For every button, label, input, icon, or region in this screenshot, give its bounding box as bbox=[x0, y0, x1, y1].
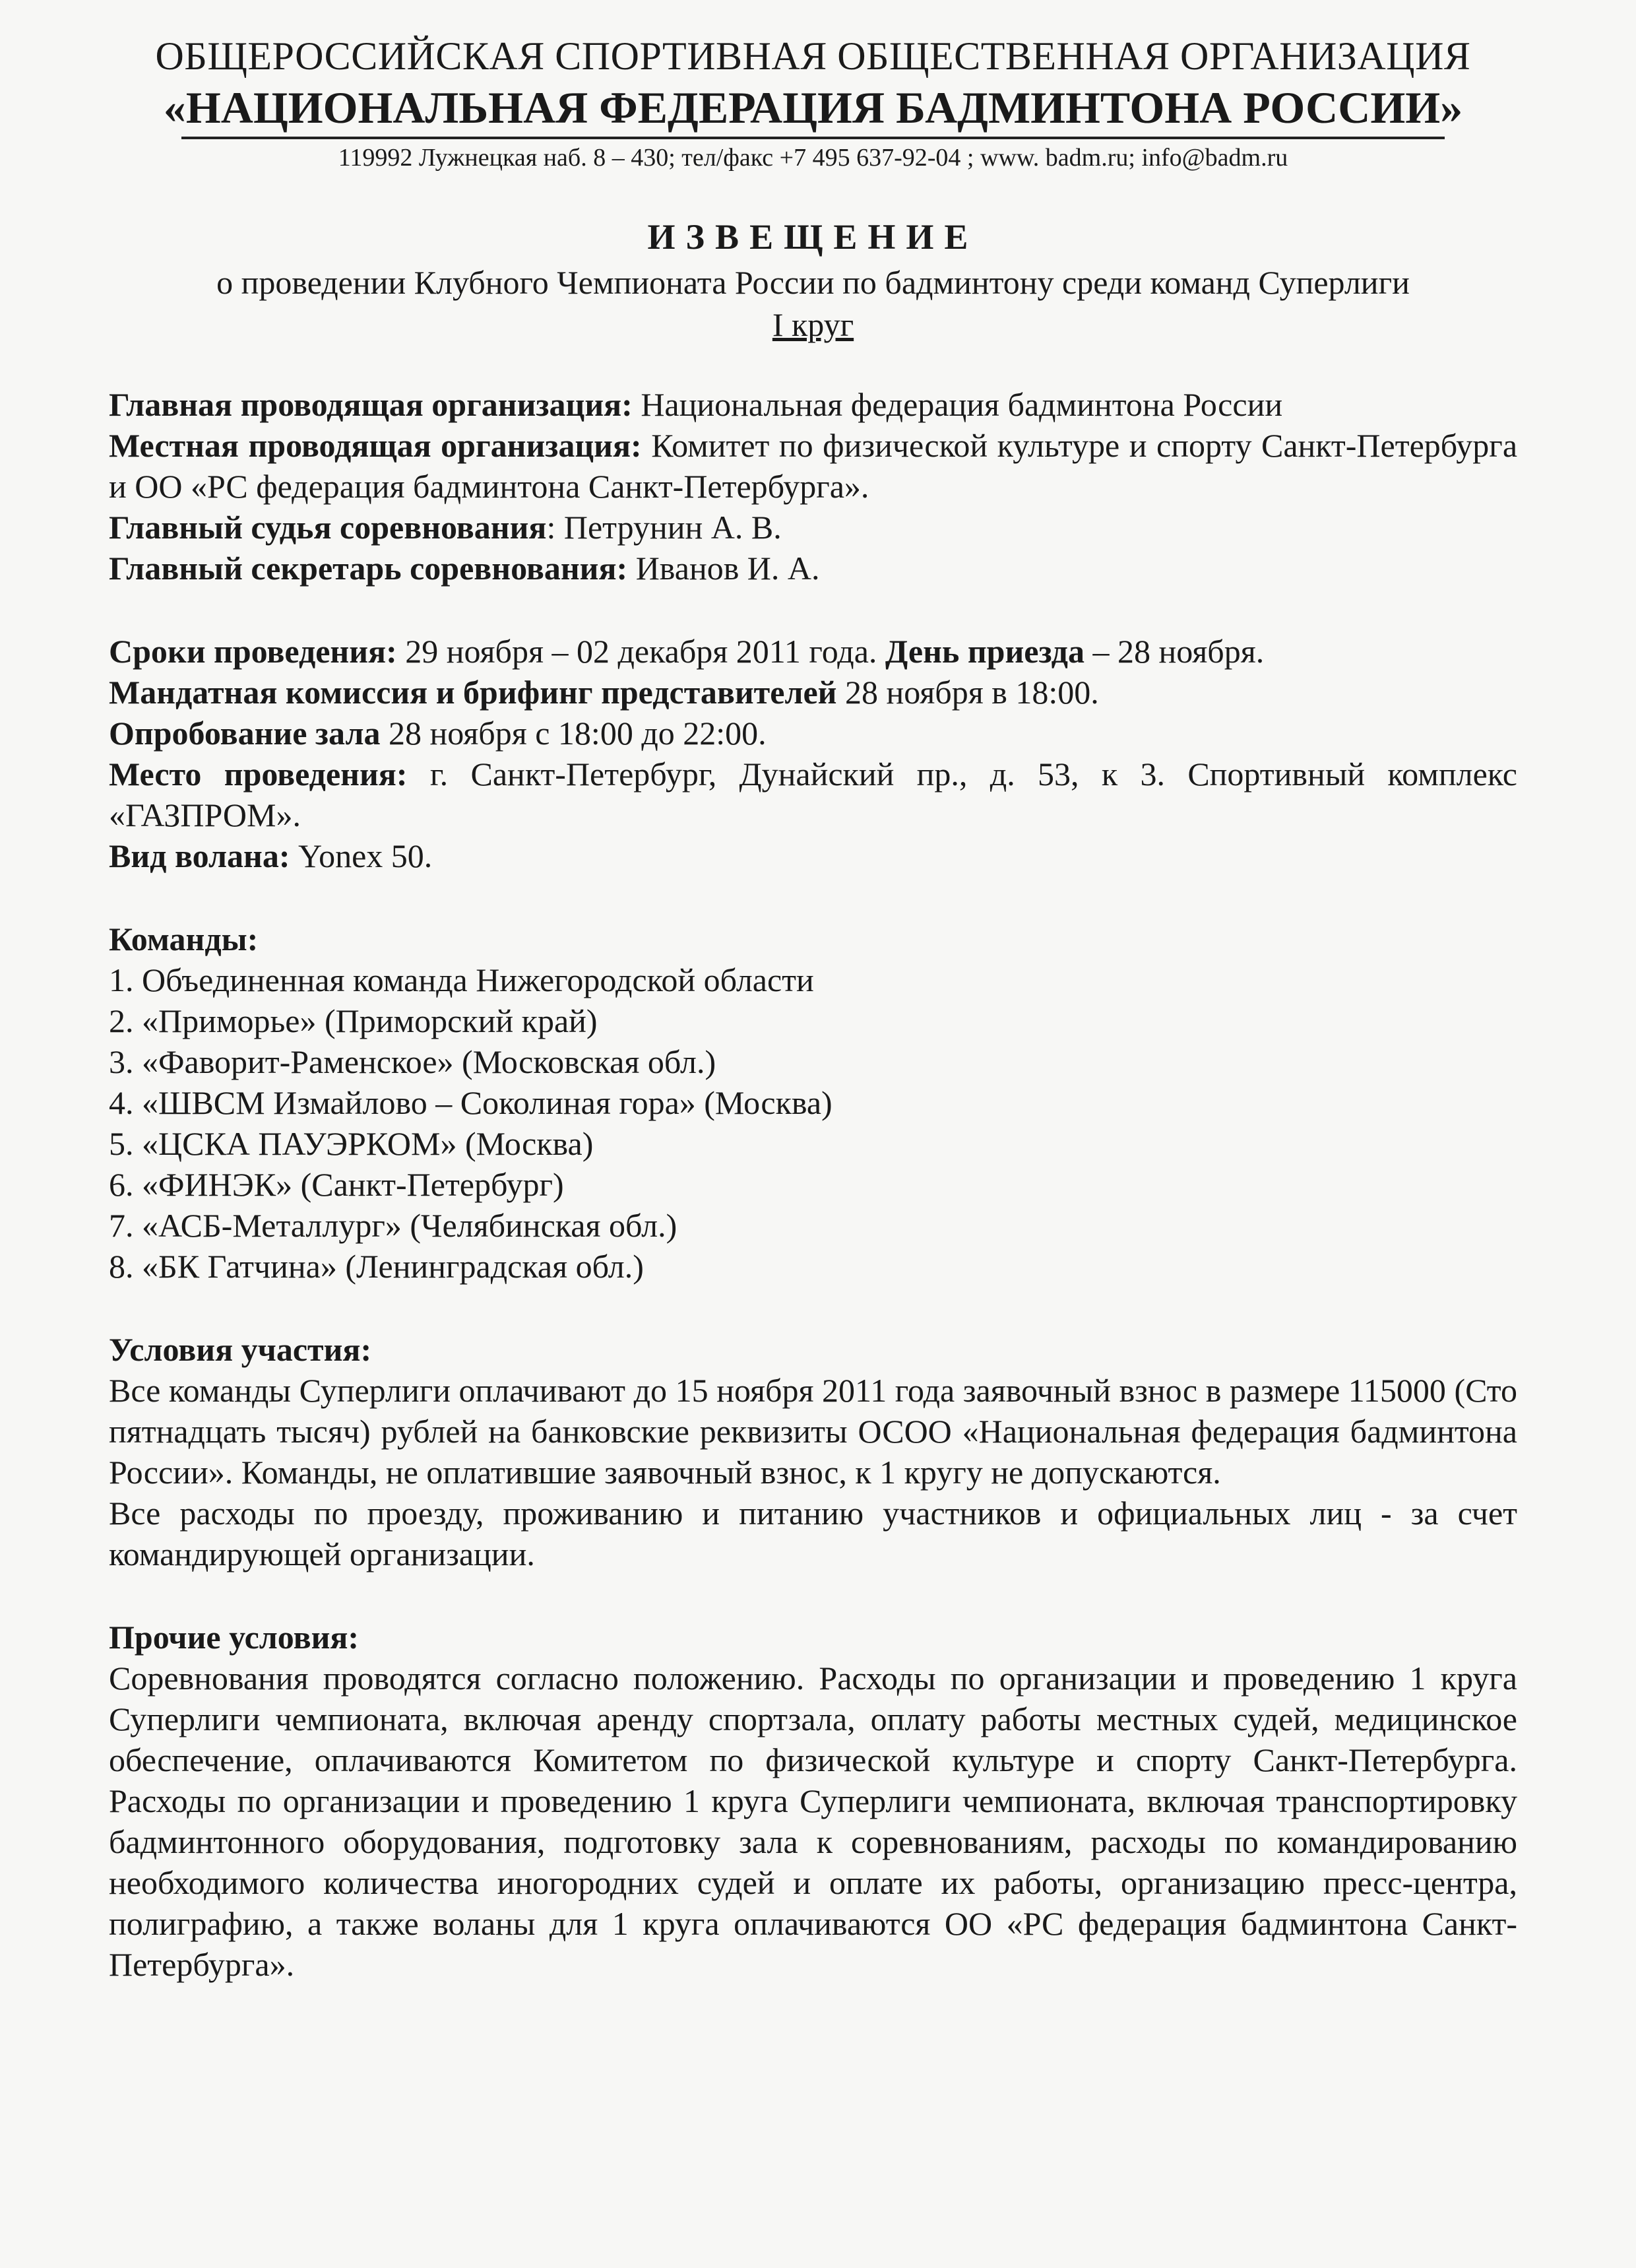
chief-judge bbox=[109, 507, 1517, 548]
team-item: 7. «АСБ-Металлург» (Челябинская обл.) bbox=[109, 1206, 677, 1244]
notice-title: ИЗВЕЩЕНИЕ bbox=[647, 217, 979, 257]
teams-heading: Команды: bbox=[109, 920, 259, 957]
team-item: 5. «ЦСКА ПАУЭРКОМ» (Москва) bbox=[109, 1124, 594, 1162]
round-label bbox=[109, 305, 1517, 344]
contact-address: 119992 Лужнецкая наб. 8 – 430; тел/факс +7 495 637-92-04 ; www. badm.ru; info@badm.ru bbox=[338, 143, 1288, 172]
main-org-value: Национальная федерация бадминтона России bbox=[632, 385, 1283, 423]
arrival-value: – 28 ноября. bbox=[1084, 632, 1265, 670]
hall-label: Опробование зала bbox=[109, 714, 381, 752]
notice-subtitle: о проведении Клубного Чемпионата России по бадминтону среди команд Суперлиги bbox=[216, 263, 1410, 301]
participation-section bbox=[109, 1329, 1517, 1574]
organization-type: ОБЩЕРОССИЙСКАЯ СПОРТИВНАЯ ОБЩЕСТВЕННАЯ ОРГАНИЗАЦИЯ bbox=[155, 34, 1471, 78]
other-conditions-paragraph: Соревнования проводятся согласно положению. Расходы по организации и проведению 1 круга Суперлиги чемпионата, включая аренду спортзала, оплату работы местных судей, медицинское обеспечение, оплачиваются Комитетом по физической культуре и спорту Санкт-Петербурга. Расходы по организации и проведению 1 круга Суперлиги чемпионата, включая транспортировку бадминтонного оборудования, подготовку зала к соревнованиям, расходы по командированию необходимого количества иногородних судей и оплате их работы, организацию пресс-центра, полиграфию, а также воланы для 1 круга оплачиваются ОО «РС федерация бадминтона Санкт-Петербурга». bbox=[109, 1659, 1517, 1983]
main-org-label: Главная проводящая организация: bbox=[109, 385, 633, 423]
team-item: 6. «ФИНЭК» (Санкт-Петербург) bbox=[109, 1165, 564, 1203]
secretary-label: Главный секретарь соревнования: bbox=[109, 549, 628, 587]
team-item: 8. «БК Гатчина» (Ленинградская обл.) bbox=[109, 1247, 644, 1285]
mandate-label: Мандатная комиссия и брифинг представителей bbox=[109, 673, 837, 711]
secretary-value: Иванов И. А. bbox=[627, 549, 820, 587]
mandate-line bbox=[109, 672, 1517, 713]
main-organizer bbox=[109, 384, 1517, 425]
dates-line bbox=[109, 631, 1517, 672]
teams-section bbox=[109, 919, 1517, 1287]
dates-label: Сроки проведения: bbox=[109, 632, 397, 670]
chief-secretary bbox=[109, 548, 1517, 589]
officials-section bbox=[109, 384, 1517, 589]
header-divider bbox=[181, 137, 1445, 139]
judge-value: : Петрунин А. В. bbox=[546, 508, 782, 546]
venue-line bbox=[109, 754, 1517, 835]
local-org-value: Комитет по физической культуре и спорту Санкт-Петербурга и ОО «РС федерация бадминтона Санкт-Петербурга». bbox=[109, 426, 1518, 505]
shuttle-label: Вид волана: bbox=[109, 837, 290, 874]
dates-value: 29 ноября – 02 декабря 2011 года. bbox=[396, 632, 885, 670]
hall-value: 28 ноября с 18:00 до 22:00. bbox=[380, 714, 767, 752]
participation-heading: Условия участия: bbox=[109, 1330, 372, 1368]
shuttle-value: Yonex 50. bbox=[290, 837, 433, 874]
team-item: 4. «ШВСМ Измайлово – Соколиная гора» (Москва) bbox=[109, 1084, 833, 1121]
venue-value: г. Санкт-Петербург, Дунайский пр., д. 53, к 3. Спортивный комплекс «ГАЗПРОМ». bbox=[109, 755, 1518, 833]
mandate-value: 28 ноября в 18:00. bbox=[836, 673, 1099, 711]
venue-label: Место проведения: bbox=[109, 755, 408, 793]
team-item: 3. «Фаворит-Раменское» (Московская обл.) bbox=[109, 1043, 716, 1080]
shuttle-line bbox=[109, 835, 1517, 876]
participation-paragraph: Все расходы по проезду, проживанию и питанию участников и официальных лиц - за счет командирующей организации. bbox=[109, 1494, 1517, 1572]
schedule-section bbox=[109, 631, 1517, 876]
federation-name: «НАЦИОНАЛЬНАЯ ФЕДЕРАЦИЯ БАДМИНТОНА РОССИИ» bbox=[163, 82, 1463, 133]
other-conditions-heading: Прочие условия: bbox=[109, 1618, 360, 1656]
local-organizer bbox=[109, 425, 1517, 507]
judge-label: Главный судья соревнования bbox=[109, 508, 547, 546]
other-conditions-section bbox=[109, 1617, 1517, 1985]
team-item: 1. Объединенная команда Нижегородской области bbox=[109, 961, 814, 998]
hall-line bbox=[109, 713, 1517, 754]
participation-paragraph: Все команды Суперлиги оплачивают до 15 ноября 2011 года заявочный взнос в размере 115000 (Сто пятнадцать тысяч) рублей на банковские реквизиты ОСОО «Национальная федерация бадминтона России». Команды, не оплатившие заявочный взнос, к 1 кругу не допускаются. bbox=[109, 1371, 1517, 1491]
round-text: I круг bbox=[772, 306, 854, 343]
local-org-label: Местная проводящая организация: bbox=[109, 426, 642, 464]
team-item: 2. «Приморье» (Приморский край) bbox=[109, 1002, 598, 1039]
arrival-label: День приезда bbox=[885, 632, 1085, 670]
